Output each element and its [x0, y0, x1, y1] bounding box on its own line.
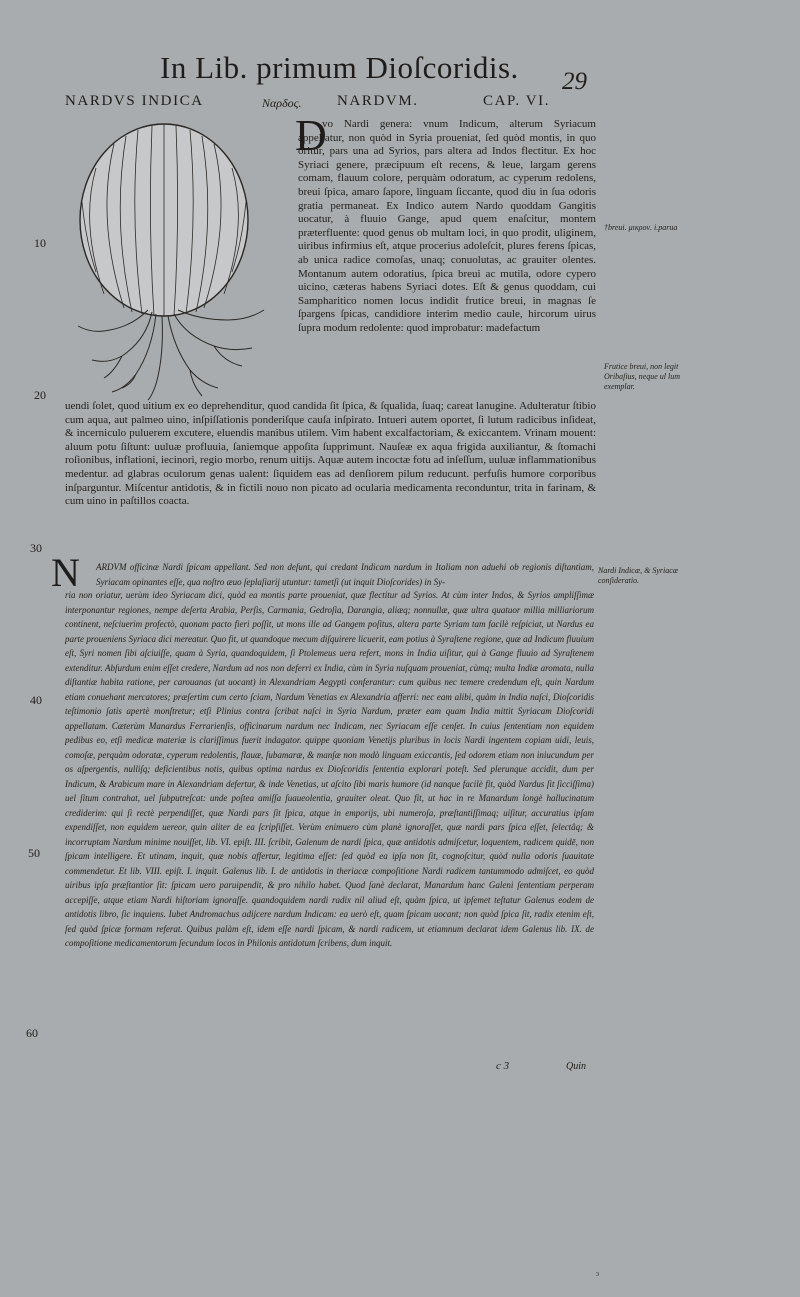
margin-note-consideratio: Nardi Indicæ, & Syriacæ conſideratio.	[598, 566, 679, 585]
heading-latin: NARDVS INDICA	[65, 93, 204, 109]
line-number-40: 40	[30, 693, 42, 707]
page-number: 29	[562, 68, 587, 95]
margin-note-frutice: Frutice breui, non legit Oribaſius, neque ul lum exemplar.	[604, 362, 680, 391]
line-number-60: 60	[26, 1026, 38, 1040]
heading-nardum: NARDVM.	[337, 93, 419, 109]
running-header-title: In Lib. primum Dioſcoridis.	[160, 50, 519, 85]
commentary-opening: ARDVM officinæ Nardi ſpicam appellant. Sed non deſunt, qui credant Indicam nardum in Italiam non aduehi ob regionis diſtantiam, Syriacam opinantes eſſe, qua noſtro æuo ſeplaſiarij utuntur: tametſi (ut inquit Dioſcorides) in Sy-	[96, 562, 594, 587]
line-number-50: 50	[28, 846, 40, 860]
nardus-plant-woodcut	[52, 112, 292, 402]
heading-chapter: CAP. VI.	[483, 93, 551, 109]
line-number-30: 30	[30, 541, 42, 555]
main-text-column: vo Nardi genera: vnum Indicum, alterum Syriacum appellatur, non quòd in Syria proueniat, ſed quòd montis, in quo oritur, pars una ad Syrios, pars altera ad Indos flectitur. Ex hoc Syriaci genere, præcipuum eſt recens, & leue, largam gerens comam, flauum colore, perquàm odoratum, ac cyperum redolens, breui ſpica, amaro ſapore, linguam ſiccante, quod diu in ſua odoris gratia permaneat. Ex Indico autem Nardo quoddam Gangitis uocatur, à fluuio Gange, apud quem enaſcitur, montem præterfluente: quod genus ob multam loci, in quo prodit, uliginem, uiribus infirmius eſt, atque procerius adoleſcit, plures ferens ſpicas, ab unica radice comoſas, unaq; conuolutas, ac grauiter olentes. Montanum autem odoratius, ſpica breui ac mutila, odore cypero uicino, cæteras habens Syriaci dotes. Eſt & genus quoddam, cui Sampharitico nomen locus indidit frutice breui, in magnas ſe ſpargens ſpicas, candidiore interim medio caule, hircorum uirus ſupra modum redolente: quod improbatur: madefactum	[298, 118, 596, 334]
commentary-body: ria non oriatur, uerùm ideo Syriacam dici, quòd ea montis parte proueniat, quæ flectitur ad Syrios. At cùm inter Indos, & Syrios ampliſſimæ interponantur regiones, nempe deſerta Arabia, Perſis, Carmania, Gedroſia, Darangia, aliæq; nonnullæ, quæ ultra quatuor millia milliariorum continent, neſciuerim profectò, quonam pacto fieri poſſit, ut mons ille ad Gangem poſitus, altera parte Syriam tam facilè reſpiciat, ut Nardus ea parte proueniens Syriaca dici mereatur. Quo fit, ut quandoque mecum diſquirere licuerit, eam potius à Syraſtene regione, quæ ad Indicum fluuium eſt, Syri nomen ſibi aſciuiſſe, quam à Syria, quandoquidem, ſi Ptolemeus uera refert, mons in India uiſitur, qui à Gange fluuio ad Syraſtenem extenditur. Abſurdum enim eſſet credere, Nardum ad nos non deferri ex India, cùm in Syria nuſquam proueniat, cùmq; multa Indiæ aromata, nulla diſtantiæ habita ratione, per carouanas (ut uocant) in Alexandriam Aegypti conferantur: cum quibus nec temere credendum eſt, quin Nardum etiam conuehant mercatores; præſertim cum certo ſciam, Nardum Venetias ex Alexandria afferri: nec eam alibi, quàm in India naſci, Dioſcoridis teſtimonio ſatis apertè monſtretur; etſi Plinius contra ſcribat naſci in Syria Nardum, præter eam quam India mittit Syriacam Dioſcoridi appellatam. Cæterùm Manardus Ferrarienſis, officinarum nardum nec Indicam, nec Syriacam eſſe cenſet. In cuius ſententiam non equidem pedibus eo, etſi medicæ materiæ is clariſſimus fuerit indagator. quippe quoniam Venetijs pluribus in locis Nardi ingentem copiam uidi, leuis, comoſæ, perquàm odoratæ, cyperum redolentis, flauæ, ſubamaræ, & manſæ non modò linguam exiccantis, ſed odorem etiam non iniucundum per os aſpergentis, nulliſq; deficientibus notis, quibus optima nardus ex Dioſcoridis ſententia explorari poteſt. Sed plerunque accidit, dum per Indicum, & Arabicum mare in Alexandriam defertur, & inde Venetias, ut aſcito ſibi maris humore (id nanque facilè fit, quòd Nardus ſit ſicciſſima) uel ſitum contrahat, uel ſubputreſcat: unde poſtea amiſſa ſuaueolentia, grauiter oleat. Quo fit, ut hac in re Manardum longè hallucinatum crediderim: qui ſi rectè perpendiſſet, quæ Nardi pars ſit ſpica, atque in emporijs, ubi numeroſa, præſtantiſſimaq; uiſitur, accuratius ipſam expendiſſet, non equidem uereor, quin aliter de ea ſcripſiſſet. Verùm enimuero cùm planè ignoraſſet, quæ nardi pars ſpica eſſet, ſelectâq; & incorruptam Nardum minime nouiſſet, lib. VI. epiſt. III. ſcribit, Galenum de nardi ſpica, quæ antidotis admiſcetur, loquentem, radicem quidē, non ſpicam intelligere. Et utinam, inquit, quæ nobis affertur, legitima eſſet: ſed quòd ea ipſa non ſit, cognoſcitur, quòd nulla odoris ſuauitate commendetur. Et lib. VIII. epiſt. I. inquit. Galenus lib. I. de antidotis in theriacæ compoſitione Nardi radicem tantummodo admiſcet, eo quòd uiribus ipſa præſtantior ſit: ſpicam uero paruipendit, & pro nihilo habet. Quod ſanè declarat, Manardum hanc Galeni ſententiam perperam accepiſſe, atque etiam Nardi hiſtoriam ignoraſſe. quandoquidem nardi radix nil aliud eſt, quàm ſpica, ut ipſemet teſtatur Galenus eodem de antidotis libro, ſic inquiens. Iubet Andromachus adijcere nardum Indicam: ea uerò eſt, quam ſpicam uocant; non quòd ſpica ſit, radix etenim eſt, ſed quòd ſpicæ formam referat. Quibus palàm eſt, idem eſſe nardi ſpicam, & nardi radicem, ut etiamnum declarat idem Galenus lib. IX. de compoſitione medicamentorum ſecundum locos in Philonis antidotum ſcribens, dum inquit.	[65, 590, 594, 948]
line-number-10: 10	[34, 236, 46, 250]
commentary-dropcap: N	[51, 550, 80, 595]
main-text-full-width: uendi ſolet, quod uitium ex eo deprehenditur, quod candida ſit ſpica, & ſqualida, ſuaq; careat lanugine. Adulteratur ſtibio cum aqua, aut palmeo uino, inſpiſſationis ponderiſque cauſa inſpirato. Intueri autem oportet, ſi lutum radicibus inſideat, & incerniculo puluerem excutere, eluendis manibus utilem. Vim habent excalfactoriam, & exiccantem. Vrinam mouent: aluum potu ſiſtunt: uuluæ profluuia, ſaniemque appoſita ſupprimunt. Nauſeæ ex aqua frigida auxiliantur, & ſtomachi roſionibus, inflationi, iecinori, regio morbo, renum uitijs. Aquæ autem incoctæ fotu ad inſeſſum, uuluæ inflammationibus medentur. ad glabras oculorum genas ualent: ſiquidem eas ad denſiorem pilum reducunt. perfuſis humore corporibus inſparguntur. Miſcentur antidotis, & in fictili nouo non picato ad ocularia medicamenta reconduntur, trita in farinam, & cum uino in paſtillos coacta.	[65, 400, 596, 508]
main-text-dropcap: D	[295, 111, 327, 160]
catchword: Quin	[566, 1061, 586, 1072]
corner-mark: 3	[596, 1272, 599, 1278]
signature-mark: c 3	[496, 1060, 510, 1072]
heading-greek: Ναρδος.	[262, 96, 302, 110]
line-number-20: 20	[34, 388, 46, 402]
margin-note-breui: †breui. μικρον. i.parua	[604, 223, 678, 232]
